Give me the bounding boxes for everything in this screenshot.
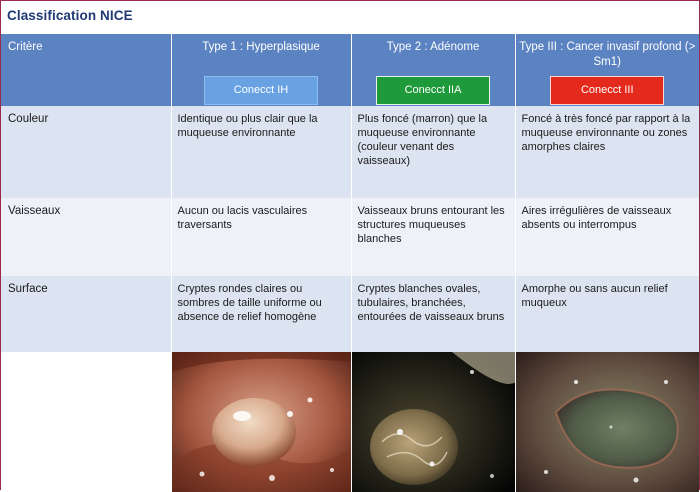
endoscopy-image-invasive-cancer (516, 352, 700, 492)
table-row-vaisseaux (1, 198, 699, 276)
image-row-spacer (1, 352, 171, 492)
table-header-row (1, 34, 699, 106)
endoscopy-images-row (1, 352, 699, 492)
header-type2 (351, 34, 515, 106)
header-type2-label: Type 2 : Adénome (386, 41, 480, 53)
cell-surface-type3: Amorphe ou sans aucun relief muqueux (515, 276, 699, 352)
cell-couleur-type2: Plus foncé (marron) que la muqueuse environnante (couleur venant des vaisseaux) (351, 106, 515, 198)
badge-conecct-iii: Conecct III (550, 76, 664, 105)
cell-couleur-type1: Identique ou plus clair que la muqueuse environnante (171, 106, 351, 198)
header-type1 (171, 34, 351, 106)
row-label-vaisseaux: Vaisseaux (1, 198, 171, 276)
header-critere-label: Critère (8, 41, 43, 53)
endoscopy-image-adenoma (352, 352, 515, 492)
cell-surface-type2: Cryptes blanches ovales, tubulaires, branchées, entourées de vaisseaux bruns (351, 276, 515, 352)
badge-conecct-ih: Conecct IH (204, 76, 318, 105)
endoscopy-image-hyperplastic (172, 352, 351, 492)
cell-couleur-type3: Foncé à très foncé par rapport à la muqueuse environnante ou zones amorphes claires (515, 106, 699, 198)
header-type3-label: Type III : Cancer invasif profond (> Sm1) (519, 41, 696, 68)
cell-surface-type1: Cryptes rondes claires ou sombres de taille uniforme ou absence de relief homogène (171, 276, 351, 352)
cell-vaisseaux-type3: Aires irrégulières de vaisseaux absents ou interrompus (515, 198, 699, 276)
endoscopy-image-type1-cell (171, 352, 351, 492)
endoscopy-image-type3-cell (515, 352, 699, 492)
endoscopy-image-type2-cell (351, 352, 515, 492)
table-row-couleur (1, 106, 699, 198)
row-label-surface: Surface (1, 276, 171, 352)
header-type1-label: Type 1 : Hyperplasique (202, 41, 320, 53)
row-label-couleur: Couleur (1, 106, 171, 198)
cell-vaisseaux-type2: Vaisseaux bruns entourant les structures muqueuses blanches (351, 198, 515, 276)
header-critere (1, 34, 171, 106)
nice-classification-table (1, 34, 699, 492)
table-row-surface (1, 276, 699, 352)
header-type3 (515, 34, 699, 106)
page-title: Classification NICE (7, 8, 133, 23)
badge-conecct-iia: Conecct IIA (376, 76, 490, 105)
cell-vaisseaux-type1: Aucun ou lacis vasculaires traversants (171, 198, 351, 276)
